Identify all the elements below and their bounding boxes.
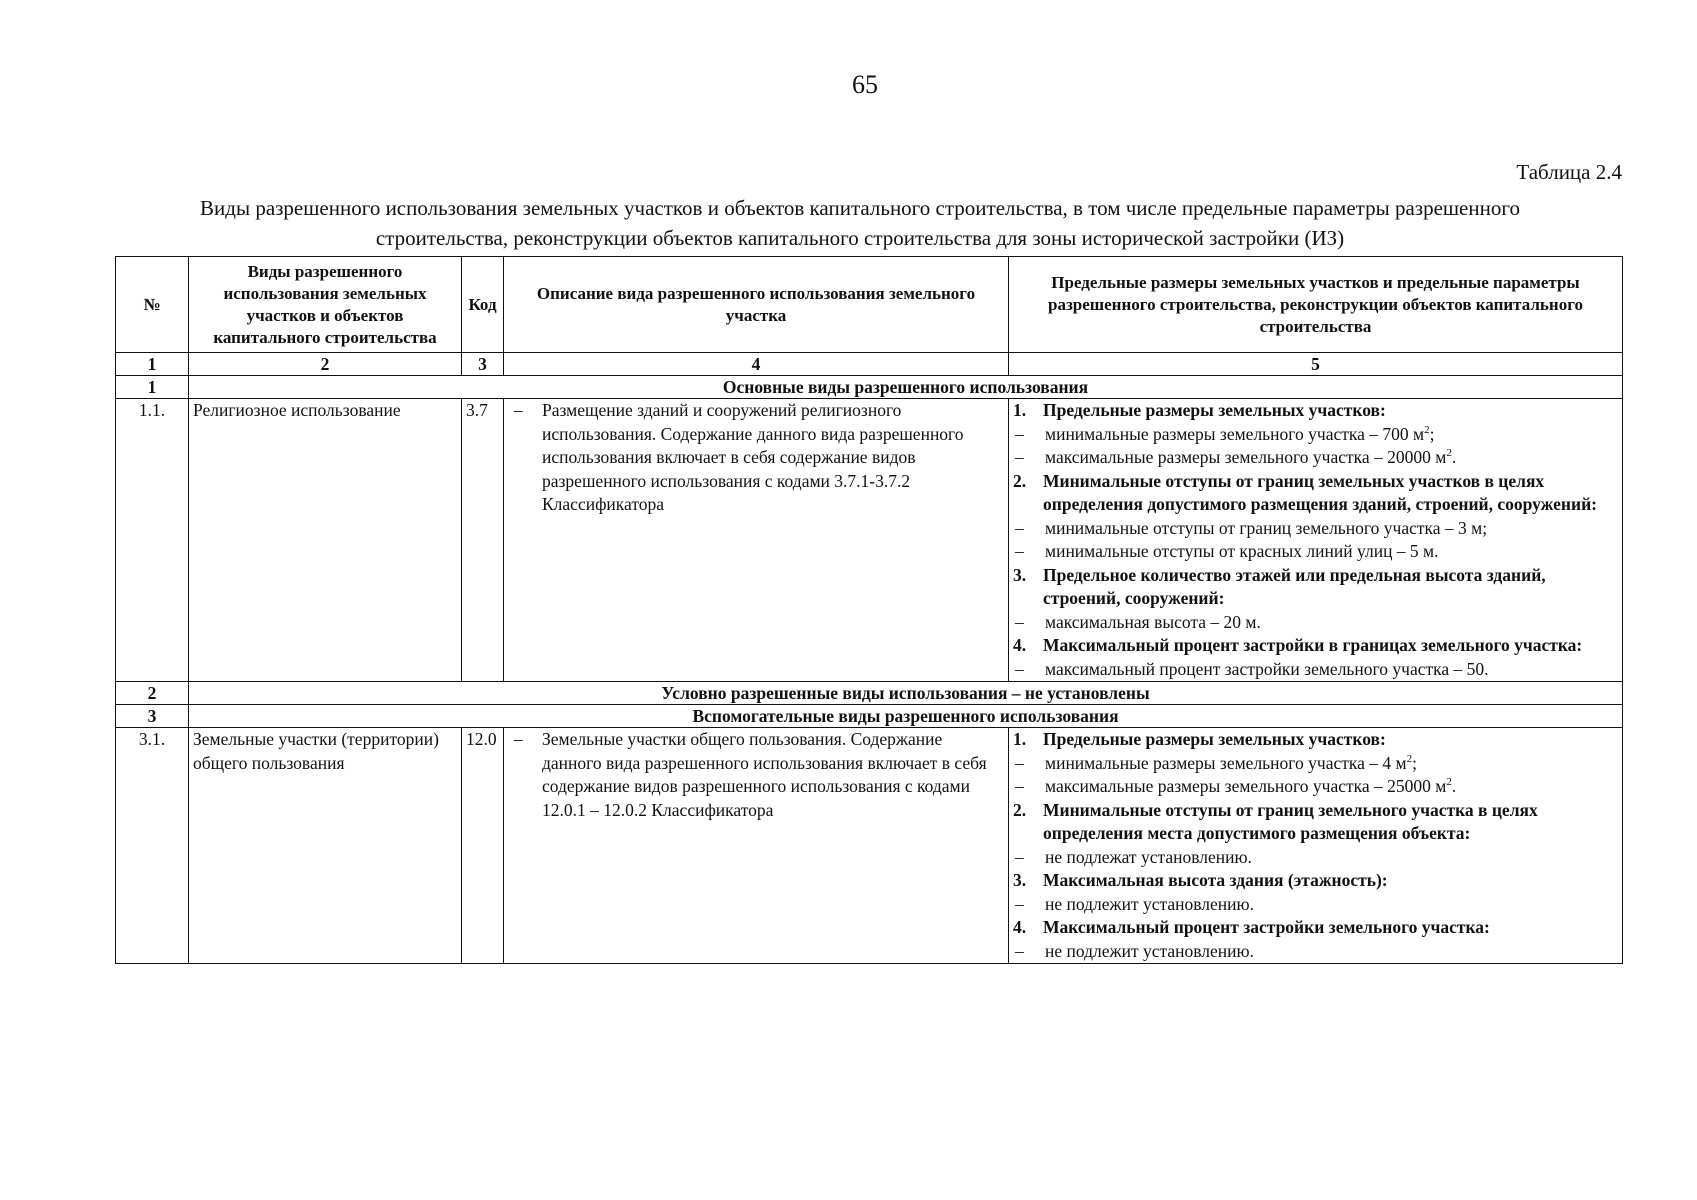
- param-heading: [1013, 564, 1618, 611]
- superscript: 2: [1406, 752, 1413, 765]
- section-title: Вспомогательные виды разрешенного использования: [189, 705, 1623, 728]
- param-number: 4.: [1013, 635, 1027, 655]
- param-number: 2.: [1013, 470, 1027, 491]
- param-item: [1013, 658, 1618, 682]
- row-description: [504, 399, 1009, 682]
- param-item-text: максимальные размеры земельного участка – 20000 $м^2$.: [1045, 447, 1457, 467]
- dash-mark: –: [514, 729, 523, 749]
- dash-mark: –: [514, 400, 523, 420]
- param-item: [1013, 540, 1618, 564]
- param-item-text: минимальные размеры земельного участка – 700 $м^2$;: [1045, 423, 1435, 444]
- param-title: Максимальная высота здания (этажность):: [1043, 870, 1388, 890]
- param-heading: [1013, 728, 1618, 752]
- table-row: [116, 399, 1623, 682]
- param-title: Максимальный процент застройки в границах земельного участка:: [1043, 635, 1583, 655]
- param-item-text: минимальные отступы от красных линий улиц – 5 м.: [1045, 541, 1439, 561]
- dash-mark: –: [1015, 611, 1024, 632]
- param-number: 2.: [1013, 799, 1027, 820]
- param-number: 1.: [1013, 729, 1027, 749]
- param-title: Предельное количество этажей или предельная высота зданий, строений, сооружений:: [1043, 564, 1546, 608]
- param-item-text: максимальная высота – 20 м.: [1045, 611, 1261, 632]
- column-number: 2: [189, 353, 462, 376]
- param-number: 3.: [1013, 870, 1027, 890]
- section-title: Основные виды разрешенного использования: [189, 376, 1623, 399]
- column-number: 5: [1009, 353, 1623, 376]
- param-number: 3.: [1013, 564, 1027, 585]
- section-row: [116, 705, 1623, 728]
- param-title: Предельные размеры земельных участков:: [1043, 729, 1386, 749]
- param-title: Максимальный процент застройки земельного участка:: [1043, 917, 1490, 937]
- param-item: [1013, 846, 1618, 870]
- description-line: [508, 728, 1004, 822]
- dash-mark: –: [1015, 447, 1024, 467]
- param-item: [1013, 775, 1618, 799]
- description-text: Размещение зданий и сооружений религиозного использования. Содержание данного вида разрешенного использования включает в себя содержание видов разрешенного использования с кодами 3.7.1-3.7.2 Классификатора: [542, 400, 964, 514]
- param-number: 4.: [1013, 917, 1027, 937]
- param-number: 1.: [1013, 400, 1027, 420]
- row-params: [1009, 728, 1623, 964]
- row-description: [504, 728, 1009, 964]
- param-item: [1013, 940, 1618, 964]
- param-item: [1013, 611, 1618, 635]
- param-heading: [1013, 470, 1618, 517]
- section-number: 1: [116, 376, 189, 399]
- column-number: 3: [462, 353, 504, 376]
- header-row: [116, 257, 1623, 353]
- param-item: [1013, 517, 1618, 541]
- dash-mark: –: [1015, 776, 1024, 796]
- header-params: Предельные размеры земельных участков и предельные параметры разрешенного строительства, реконструкции объектов капитального строительства: [1009, 257, 1623, 353]
- description-line: [508, 399, 1004, 517]
- row-kind-name: Земельные участки (территории) общего пользования: [189, 728, 462, 964]
- column-number: 1: [116, 353, 189, 376]
- param-heading: [1013, 399, 1618, 423]
- section-number: 2: [116, 682, 189, 705]
- zoning-table: [115, 256, 1623, 964]
- section-number: 3: [116, 705, 189, 728]
- dash-mark: –: [1015, 752, 1024, 773]
- row-number: 1.1.: [116, 399, 189, 682]
- header-description: Описание вида разрешенного использования земельного участка: [504, 257, 1009, 353]
- row-number: 3.1.: [116, 728, 189, 964]
- param-item-text: максимальный процент застройки земельного участка – 50.: [1045, 658, 1489, 679]
- section-row: [116, 682, 1623, 705]
- param-item-text: не подлежит установлению.: [1045, 893, 1254, 914]
- dash-mark: –: [1015, 893, 1024, 914]
- param-item: [1013, 893, 1618, 917]
- row-code: 12.0: [462, 728, 504, 964]
- column-number: 4: [504, 353, 1009, 376]
- param-title: Предельные размеры земельных участков:: [1043, 400, 1386, 420]
- param-item: [1013, 423, 1618, 447]
- param-title: Минимальные отступы от границ земельных участков в целях определения допустимого размещения зданий, строений, сооружений:: [1043, 470, 1597, 514]
- table-row: [116, 728, 1623, 964]
- table-title: Виды разрешенного использования земельных участков и объектов капитального строительства, в том числе предельные параметры разрешенного строительства, реконструкции объектов капитального строительства для зоны исторической застройки (ИЗ): [200, 196, 1520, 250]
- param-item: [1013, 752, 1618, 776]
- dash-mark: –: [1015, 541, 1024, 561]
- param-item-text: минимальные отступы от границ земельного участка – 3 м;: [1045, 517, 1488, 538]
- param-item-text: минимальные размеры земельного участка – 4 $м^2$;: [1045, 752, 1417, 773]
- section-row: [116, 376, 1623, 399]
- header-kinds: Виды разрешенного использования земельных участков и объектов капитального строительства: [189, 257, 462, 353]
- row-params: [1009, 399, 1623, 682]
- param-item-text: не подлежит установлению.: [1045, 940, 1254, 961]
- table-label: Таблица 2.4: [1516, 160, 1622, 184]
- param-heading: [1013, 869, 1618, 893]
- header-code: Код: [462, 257, 504, 353]
- header-num: №: [116, 257, 189, 353]
- param-title: Минимальные отступы от границ земельного участка в целях определения места допустимого размещения объекта:: [1043, 799, 1538, 843]
- dash-mark: –: [1015, 423, 1024, 444]
- row-kind-name: Религиозное использование: [189, 399, 462, 682]
- page-number: 65: [852, 70, 878, 99]
- dash-mark: –: [1015, 517, 1024, 538]
- description-text: Земельные участки общего пользования. Содержание данного вида разрешенного использования включает в себя содержание видов разрешенного использования с кодами 12.0.1 – 12.0.2 Классификатора: [542, 729, 987, 820]
- superscript: 2: [1446, 447, 1452, 460]
- dash-mark: –: [1015, 940, 1024, 961]
- superscript: 2: [1446, 776, 1452, 789]
- dash-mark: –: [1015, 846, 1024, 867]
- param-item-text: не подлежат установлению.: [1045, 846, 1252, 867]
- param-item-text: максимальные размеры земельного участка – 25000 $м^2$.: [1045, 776, 1457, 796]
- param-heading: [1013, 916, 1618, 940]
- param-heading: [1013, 799, 1618, 846]
- superscript: 2: [1424, 423, 1430, 436]
- column-numbers-row: [116, 353, 1623, 376]
- section-title: Условно разрешенные виды использования – не установлены: [189, 682, 1623, 705]
- dash-mark: –: [1015, 658, 1024, 679]
- param-item: [1013, 446, 1618, 470]
- row-code: 3.7: [462, 399, 504, 682]
- param-heading: [1013, 634, 1618, 658]
